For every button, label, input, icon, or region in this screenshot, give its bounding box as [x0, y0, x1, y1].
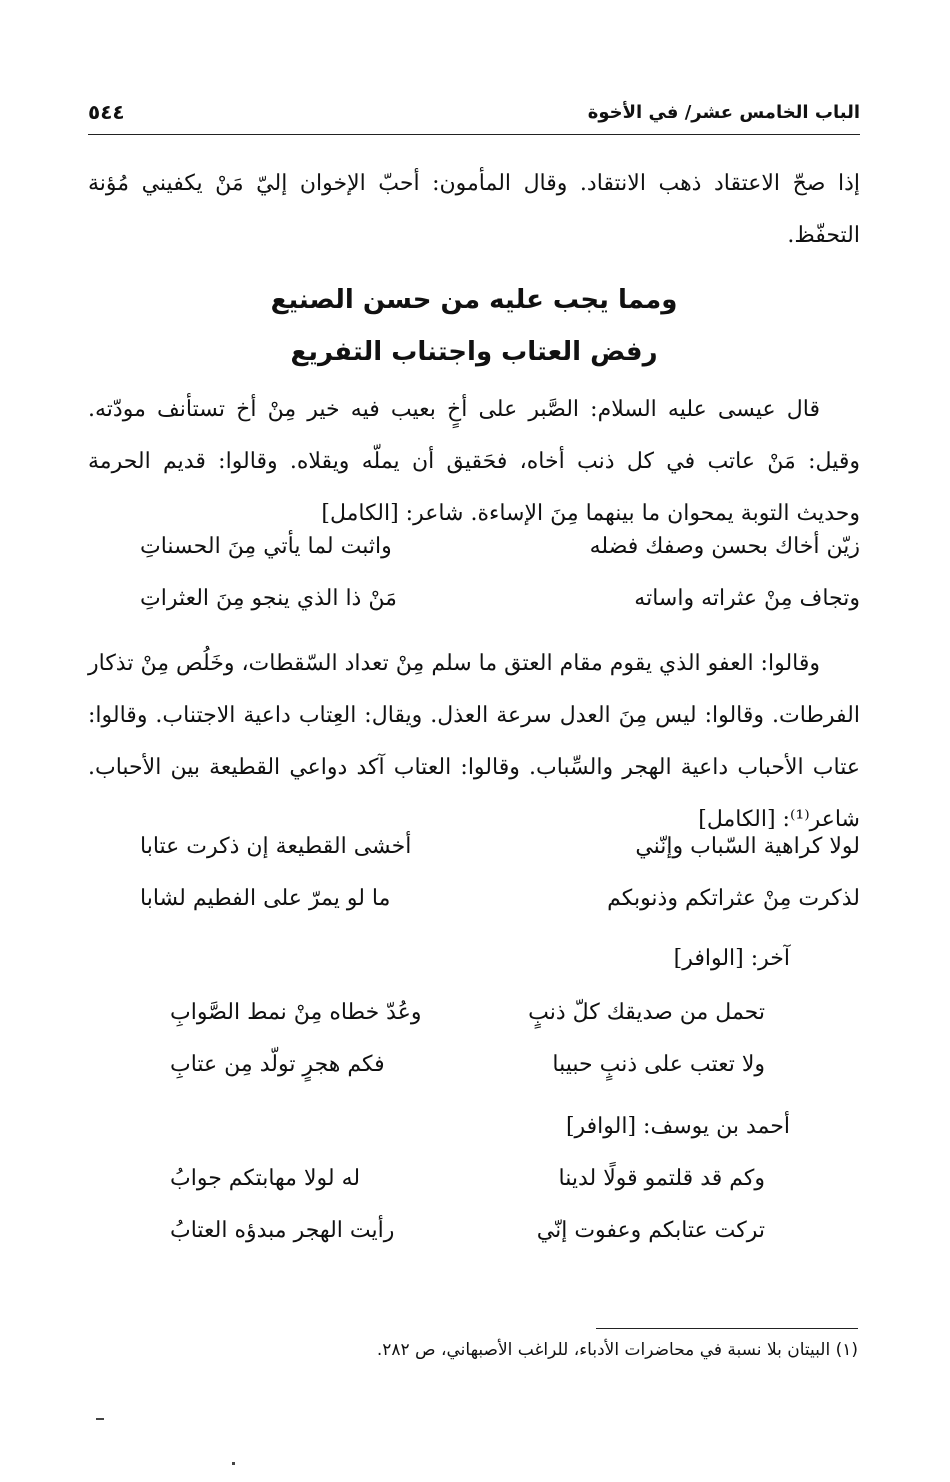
footnote: (١) البيتان بلا نسبة في محاضرات الأدباء، للراغب الأصبهاني، ص ٢٨٢.	[376, 1340, 858, 1360]
poem-2-verse-2	[140, 886, 860, 926]
poem-3-verse-1	[170, 1000, 765, 1040]
section-heading-line-1: ومما يجب عليه من حسن الصنيع	[270, 285, 678, 315]
hemistich-first: تركت عتابكم وعفوت إنّي	[536, 1218, 765, 1243]
paragraph-2: وقالوا: العفو الذي يقوم مقام العتق ما سلم مِنْ تعداد السّقطات، وخَلُص مِنْ تذكار الفرطات. وقالوا: ليس مِنَ العدل سرعة العذل. ويقال: العِتاب داعية الاجتناب. وقالوا: عتاب الأحباب داعية الهجر والسِّباب. وقالوا: العتاب آكد دواعي القطيعة بين الأحباب. شاعر⁽¹⁾: [الكامل]	[88, 651, 860, 832]
poem-4-verse-2	[170, 1218, 765, 1258]
hemistich-first: وتجاف مِنْ عثراته واساته	[634, 586, 860, 611]
hemistich-second: مَنْ ذا الذي ينجو مِنَ العثراتِ	[140, 586, 397, 611]
hemistich-second: فكم هجرٍ تولّد مِن عتابِ	[170, 1052, 385, 1077]
page-number: ٥٤٤	[88, 100, 125, 124]
hemistich-second: وعُدّ خطاه مِنْ نمط الصَّوابِ	[170, 1000, 422, 1025]
footnote-separator	[596, 1328, 858, 1329]
scan-speck	[96, 1418, 104, 1420]
hemistich-first: وكم قد قلتمو قولًا لدينا	[558, 1166, 765, 1191]
section-heading-line-2: رفض العتاب واجتناب التفريع	[290, 337, 658, 367]
hemistich-second: له لولا مهابتكم جوابُ	[170, 1166, 361, 1191]
scan-speck	[232, 1462, 235, 1465]
poem-3-verse-2	[170, 1052, 765, 1092]
hemistich-second: أخشى القطيعة إن ذكرت عتابا	[140, 834, 412, 859]
intro-paragraph: إذا صحّ الاعتقاد ذهب الانتقاد. وقال المأمون: أحبّ الإخوان إليّ مَنْ يكفيني مُؤنة التحفّظ.	[88, 171, 860, 248]
hemistich-first: لولا كراهية السّباب وإنّني	[635, 834, 860, 859]
hemistich-first: زيّن أخاك بحسن وصفك فضله	[589, 534, 860, 559]
poem-2-verse-1	[140, 834, 860, 874]
hemistich-second: ما لو يمرّ على الفطيم لشابا	[140, 886, 391, 911]
poem-3-meter: آخر: [الوافر]	[673, 946, 790, 971]
poem-4-meter: أحمد بن يوسف: [الوافر]	[565, 1114, 790, 1139]
paragraph-1: قال عيسى عليه السلام: الصَّبر على أخٍ بعيب فيه خير مِنْ أخ تستأنف مودّته. وقيل: مَنْ عاتب في كل ذنب أخاه، فحَقيق أن يملّه ويقلاه. وقالوا: قديم الحرمة وحديث التوبة يمحوان ما بينهما مِنَ الإساءة. شاعر: [الكامل]	[88, 397, 860, 526]
header-title: الباب الخامس عشر/ في الأخوة	[587, 102, 860, 123]
poem-1-verse-1	[140, 534, 860, 574]
poem-1-verse-2	[140, 586, 860, 626]
hemistich-first: تحمل من صديقك كلّ ذنبٍ	[528, 1000, 765, 1025]
poem-4-verse-1	[170, 1166, 765, 1206]
hemistich-first: ولا تعتب على ذنبٍ حبيبا	[552, 1052, 765, 1077]
hemistich-second: واثبت لما يأتي مِنَ الحسناتِ	[140, 534, 392, 559]
hemistich-first: لذكرت مِنْ عثراتكم وذنوبكم	[607, 886, 860, 911]
hemistich-second: رأيت الهجر مبدؤه العتابُ	[170, 1218, 395, 1243]
running-header	[88, 100, 860, 135]
